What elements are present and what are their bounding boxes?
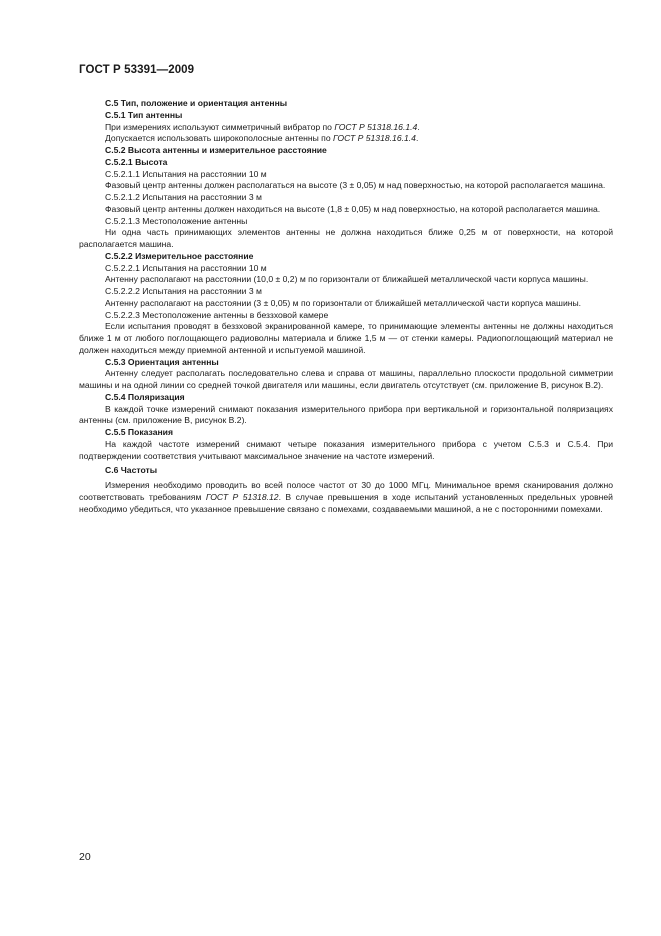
paragraph: Если испытания проводят в беззховой экранированной камере, то принимающие элементы антенны не должны находиться ближе 1 м от любого поглощающего радиоволны материала и ближе 1,5 м — от стенки камеры. Радиопоглощающий материал не должен находиться между приемной антенной и испытуемой машиной.: [79, 321, 613, 355]
subsection-heading: С.5.5 Показания: [105, 427, 173, 437]
paragraph: Антенну располагают на расстоянии (3 ± 0,05) м по горизонтали от ближайшей металлической части корпуса машины.: [105, 297, 582, 308]
paragraph: На каждой частоте измерений снимают четыре показания измерительного прибора с учетом С.5.3 и С.5.4. При подтверждении соответствия учитывают максимальное значение на частоте измерений.: [79, 438, 613, 461]
standard-reference: ГОСТ Р 51318.12: [205, 491, 279, 502]
document-body: [79, 98, 613, 515]
section-heading: С.5 Тип, положение и ориентация антенны: [105, 98, 288, 108]
clause-heading: С.5.2.2.2 Испытания на расстоянии 3 м: [105, 286, 262, 296]
page-header: ГОСТ Р 53391—2009: [79, 64, 195, 76]
standard-reference: ГОСТ Р 51318.16.1.4: [333, 133, 416, 144]
clause-heading: С.5.2.2.3 Местоположение антенны в беззховой камере: [105, 309, 329, 320]
paragraph: Фазовый центр антенны должен располагаться на высоте (3 ± 0,05) м над поверхностью, на которой располагается машина.: [105, 180, 606, 191]
subsection-heading: С.5.4 Поляризация: [105, 391, 185, 402]
subsection-heading: С.5.2.1 Высота: [105, 156, 168, 167]
paragraph: Антенну следует располагать последовательно слева и справа от машины, параллельно плоскости продольной симметрии машины и на одной линии со средней точкой двигателя или машины, если двигатель отсутствует (см. приложение В, рисунок В.2).: [79, 368, 613, 390]
page-number: 20: [79, 851, 91, 863]
paragraph: Допускается использовать широкополосные антенны по ГОСТ Р 51318.16.1.4.: [105, 133, 419, 144]
clause-heading: С.5.2.1.2 Испытания на расстоянии 3 м: [105, 192, 262, 202]
paragraph: В каждой точке измерений снимают показания измерительного прибора при вертикальной и горизонтальной поляризациях антенны (см. приложение В, рисунок В.2).: [79, 403, 613, 426]
subsection-heading: С.5.2.2 Измерительное расстояние: [105, 250, 254, 261]
paragraph: Фазовый центр антенны должен находиться на высоте (1,8 ± 0,05) м над поверхностью, на которой располагается машина.: [105, 203, 601, 214]
section-heading: С.6 Частоты: [105, 465, 158, 476]
paragraph: Антенну располагают на расстоянии (10,0 ± 0,2) м по горизонтали от ближайшей металлической части корпуса машины.: [105, 274, 589, 285]
subsection-heading: С.5.2 Высота антенны и измерительное расстояние: [105, 145, 327, 155]
paragraph: Измерения необходимо проводить во всей полосе частот от 30 до 1000 МГц. Минимальное время сканирования должно соответствовать требованиям ГОСТ Р 51318.12. В случае превышения в ходе испытаний установленных предельных уровней необходимо убедиться, что указанное превышение связано с помехами, создаваемыми машиной, а не с посторонними помехами.: [79, 480, 613, 514]
standard-reference: ГОСТ Р 51318.16.1.4: [334, 121, 418, 132]
clause-heading: С.5.2.1.1 Испытания на расстоянии 10 м: [105, 168, 267, 179]
clause-heading: С.5.2.1.3 Местоположение антенны: [105, 215, 248, 226]
subsection-heading: С.5.1 Тип антенны: [105, 109, 183, 120]
subsection-heading: С.5.3 Ориентация антенны: [105, 356, 219, 367]
paragraph: Ни одна часть принимающих элементов антенны не должна находиться ближе 0,25 м от поверхности, на которой располагается машина.: [79, 227, 613, 249]
clause-heading: С.5.2.2.1 Испытания на расстоянии 10 м: [105, 262, 267, 273]
paragraph: При измерениях используют симметричный вибратор по ГОСТ Р 51318.16.1.4.: [105, 121, 420, 132]
